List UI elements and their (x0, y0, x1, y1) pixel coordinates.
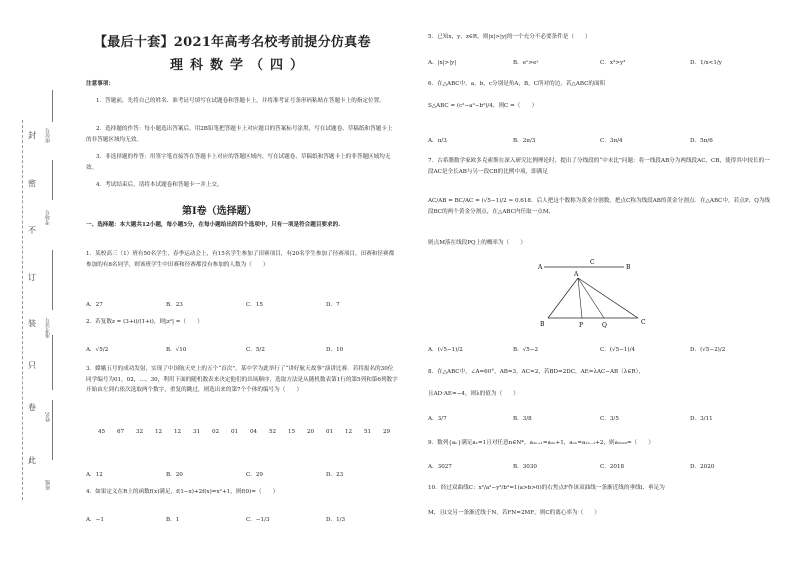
question-2-text: 2．若复数 (86, 319, 112, 325)
question-4-option: A．−1 (86, 517, 104, 523)
question-4-stem: 4．如果定义在R上的函数f(x)满足，f(1−x)+2f(x)=x²+1，则f(0)=（ ） (86, 489, 279, 495)
name-label: 姓名 (45, 412, 51, 422)
point-label: P (579, 322, 584, 329)
seal-line (22, 120, 23, 500)
question-7-option: A．(√5−1)/2 (428, 347, 463, 353)
question-10-stem: 10．经过双曲线C：x²/a²−y²/b²=1(a>b>0)的右焦点F作该双曲线一条渐近线的垂线l，垂足为 (428, 485, 665, 491)
point-label: Q (602, 322, 607, 329)
binding-char: 此 (28, 456, 36, 465)
question-1-option: D．7 (326, 302, 340, 308)
golden-ratio-figure (538, 258, 668, 332)
binding-char: 封 (28, 131, 36, 140)
question-8-stem: 8．在△ABC中，∠A=60°，AB=3，AC=2，若BD=2DC，AE=λAC−AB（λ∈R）， (428, 369, 645, 375)
question-4-option: D．1/3 (326, 517, 346, 523)
question-5-option: A．|x|>|y| (428, 60, 457, 66)
room-fill-line (52, 160, 53, 200)
binding-char: 订 (28, 273, 36, 282)
question-3-option: C．29 (246, 472, 263, 478)
question-9-option: C．2018 (600, 464, 625, 470)
question-1-option: C．15 (246, 302, 263, 308)
question-3-stem: 3．嫦娥五号的成功发射，实现了中国航天史上的五个“首次”，某中学为此举行了“讲好航天故事”演讲比赛．若将报名的30位同学编号为01，02，…，30，利用下面的随机数表来决定他们的出场顺序，选取方法是从随机数表第1行的第5列和第6列数字开始由左到右依次选取两个数字，重复的跳过，则选出来的第7个个体的编号为（ ） (86, 366, 398, 393)
question-1-stem: 1．某校高三（1）班有50名学生，春季运动会上，有15名学生参加了田赛项目，有20名学生参加了径赛项目，田赛和径赛都参加的有8名同学，则该班学生中田赛和径赛都没有参加的人数为（ ） (86, 251, 395, 268)
random-number: 01 (231, 429, 239, 435)
question-7-stem: 则点M落在线段PQ上的概率为（ ） (428, 240, 526, 246)
random-number: 12 (174, 429, 182, 435)
random-number: 12 (345, 429, 353, 435)
question-10-stem: M，且l交另一条渐近线于N，若FN=2MF，则C的离心率为（ ） (428, 510, 600, 516)
question-1-option: A．27 (86, 302, 103, 308)
name-fill-line (52, 335, 53, 390)
question-2-option: A．√5/2 (86, 347, 109, 353)
segment-aq (578, 278, 604, 318)
note-item: 2．选择题的作答：每小题选出答案后，用2B铅笔把答题卡上对应题目的答案标号涂黑，写在试题卷、草稿纸和答题卡上的非答题区域均无效。 (86, 126, 393, 143)
binding-char: 密 (28, 179, 36, 188)
question-6-stem: 6．在△ABC中，a，b，c分别是角A，B，C所对的边，若△ABC的面积 (428, 81, 606, 87)
point-label: A (538, 264, 543, 271)
question-1-option: B．23 (166, 302, 183, 308)
question-7-option: C．(√5−1)/4 (600, 347, 636, 353)
point-label: B (540, 321, 545, 328)
random-number: 29 (383, 429, 391, 435)
question-5-stem: 5．已知x，y，z∈R，则|x|>|y|的一个充分不必要条件是（ ） (428, 34, 591, 40)
random-number: 31 (193, 429, 201, 435)
question-2-expression: z = (3+i)/(1+i) (111, 319, 154, 325)
question-9-option: B．3030 (513, 464, 537, 470)
random-number: 04 (250, 429, 258, 435)
question-2-option: C．5/2 (246, 347, 265, 353)
question-6-stem: S△ABC = (c²−a²−b²)/4，则C =（ ） (428, 103, 538, 109)
question-3-option: A．12 (86, 472, 103, 478)
notes-heading: 注意事项： (86, 81, 114, 87)
class-fill-line (52, 400, 53, 460)
random-number: 20 (307, 429, 315, 435)
binding-margin (0, 0, 70, 562)
question-7-option: B．√5−2 (513, 347, 539, 353)
point-label: A (574, 271, 579, 278)
question-5-option: C．x³>y³ (600, 60, 626, 66)
question-6-option: D．5π/6 (690, 138, 713, 144)
binding-char: 卷 (28, 403, 36, 412)
question-8-option: B．3/8 (513, 416, 532, 422)
binding-char: 装 (28, 319, 36, 328)
triangle-side-ab (548, 278, 578, 318)
exam-title: 【最后十套】2021年高考名校考前提分仿真卷 (94, 35, 371, 50)
question-7-stem: AC/AB = BC/AC = (√5−1)/2 ≈ 0.618．后人把这个数称为黄金分割数，把点C称为线段AB的黄金分割点．在△ABC中，若点P，Q为线段BC的两个黄金分割点，在△ABC内任取一点M， (428, 198, 770, 215)
exam-id-fill-line (52, 250, 53, 310)
room-label: 考场号 (45, 210, 51, 225)
random-number: 02 (212, 429, 220, 435)
question-8-option: C．3/5 (600, 416, 619, 422)
section-title: 第Ⅰ卷（选择题） (182, 206, 257, 217)
question-4-option: B．1 (166, 517, 180, 523)
point-label: C (590, 259, 595, 266)
question-4-option: C．−1/3 (246, 517, 270, 523)
triangle-side-ac (578, 278, 638, 318)
question-8-option: A．3/7 (428, 416, 447, 422)
question-9-option: A．3027 (428, 464, 452, 470)
random-number: 52 (269, 429, 277, 435)
point-label: B (626, 264, 631, 271)
exam-id-label: 准考证号 (45, 318, 51, 338)
random-number: 45 (98, 429, 106, 435)
random-number: 51 (364, 429, 372, 435)
question-2-text: ，则|z²| =（ ） (153, 319, 203, 325)
random-number: 12 (155, 429, 163, 435)
question-3-option: D．23 (326, 472, 344, 478)
exam-subtitle: 理科数学（四） (170, 58, 311, 73)
question-7-option: D．(√5−2)/2 (690, 347, 726, 353)
question-8-stem: 且AD·AE=−4，则λ的值为（ ） (428, 391, 519, 397)
question-6-option: A．π/3 (428, 138, 447, 144)
random-number: 32 (136, 429, 144, 435)
class-label: 班级 (45, 480, 51, 490)
question-2-option: D．10 (326, 347, 344, 353)
point-label: C (641, 319, 646, 326)
binding-char: 不 (28, 226, 36, 235)
question-9-stem: 9．数列{aₙ}满足a₁=1且对任意n∈N*，a₂ₙ₊₁=a₂ₙ+1，a₂ₙ=a₂ₙ₋₁+2，则a₂₀₂₀=（ ） (428, 440, 655, 446)
question-3-option: B．20 (166, 472, 183, 478)
question-7-stem: 7．古希腊数学家欧多克索斯在深入研究比例理论时，提出了分线段的“中末比”问题：将一线段AB分为两线段AC，CB，使得其中较长的一段AC是全长AB与另一段CB的比例中项，即满足 (428, 158, 770, 175)
question-5-option: B．eˣ>eʸ (513, 60, 539, 66)
question-2-stem (86, 320, 203, 326)
random-number: 01 (326, 429, 334, 435)
seat-fill-line (52, 90, 53, 122)
binding-char: 只 (28, 361, 36, 370)
section-instruction: 一、选择题：本大题共12小题，每小题5分，在每小题给出的四个选项中，只有一项是符合题目要求的． (86, 222, 344, 228)
question-9-option: D．2020 (690, 464, 715, 470)
question-5-option: D．1/x<1/y (690, 60, 722, 66)
question-6-option: B．2π/3 (513, 138, 536, 144)
question-8-option: D．3/11 (690, 416, 713, 422)
note-item: 4．考试结束后，请将本试题卷和答题卡一并上交。 (96, 182, 223, 188)
random-number: 15 (288, 429, 296, 435)
note-item: 1．答题前，先将自己的姓名、准考证号填写在试题卷和答题卡上，并将准考证号条形码粘贴在答题卡上的指定位置。 (96, 98, 385, 104)
note-item: 3．非选择题的作答：用签字笔直接答在答题卡上对应的答题区域内。写在试题卷、草稿纸和答题卡上的非答题区域均无效。 (86, 154, 391, 171)
question-6-option: C．3π/4 (600, 138, 623, 144)
segment-ap (578, 278, 582, 318)
question-2-option: B．√10 (166, 347, 187, 353)
random-number: 67 (117, 429, 125, 435)
seat-label: 座位号 (45, 128, 51, 143)
